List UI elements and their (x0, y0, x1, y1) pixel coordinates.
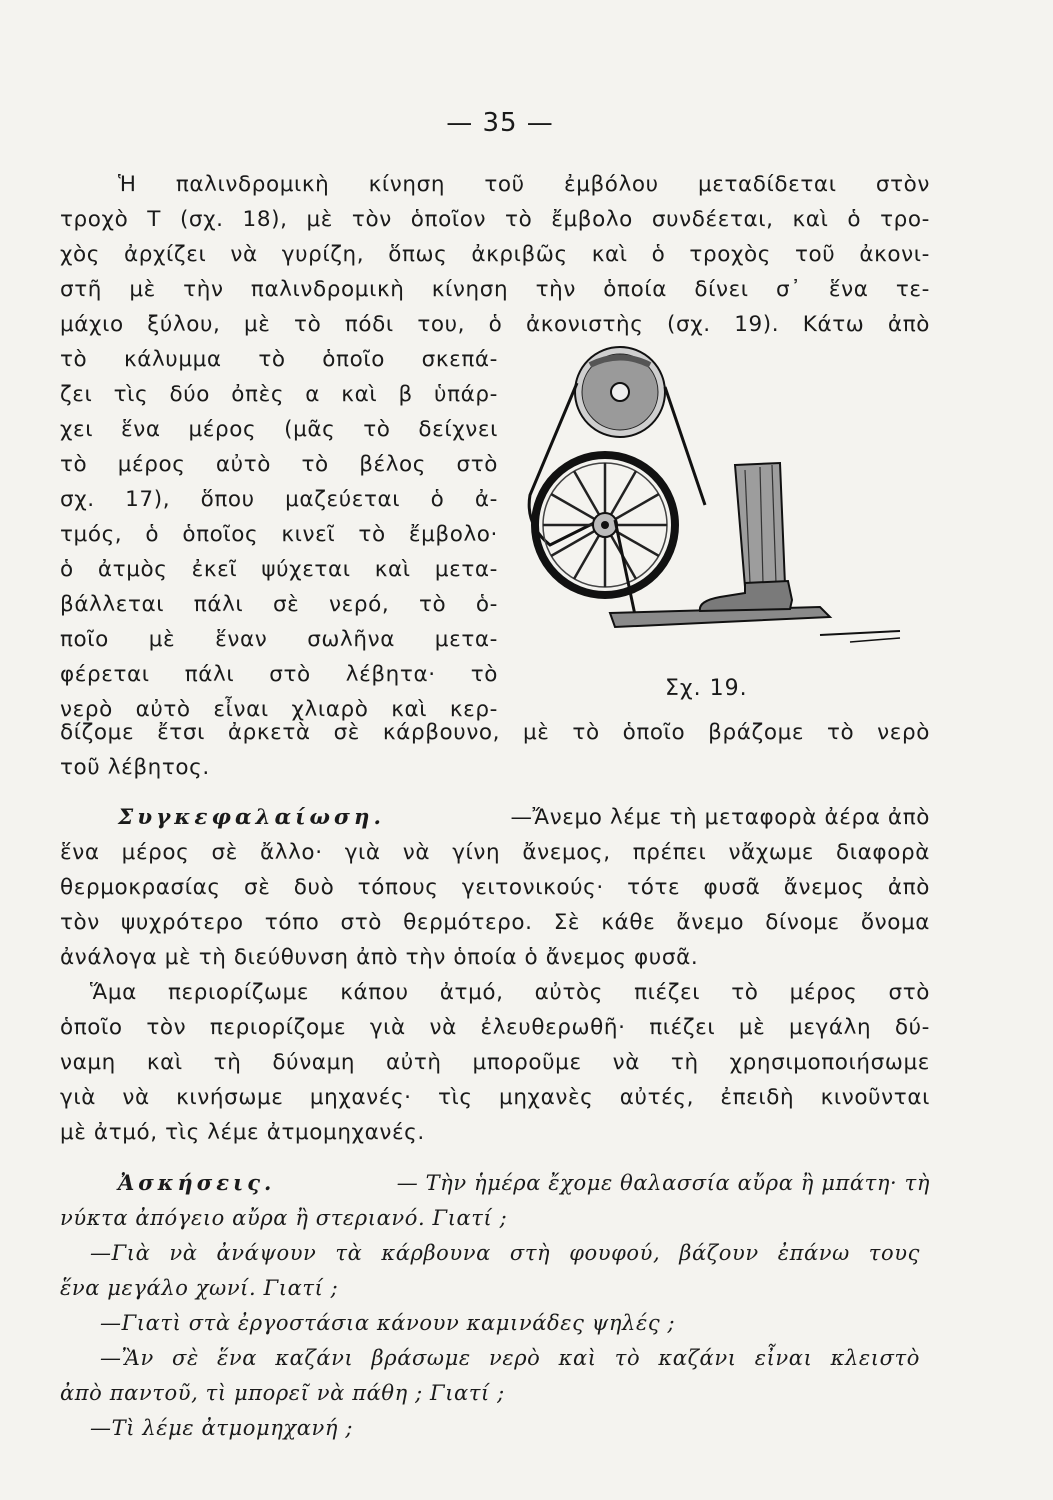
exercise-text: — Τὴν ἡμέρα ἔχομε θαλασσία αὔρα ἢ μπάτη· τὴ (396, 1171, 930, 1195)
text-line: ἕνα μέρος σὲ ἄλλο· γιὰ νὰ γίνη ἄνεμος, πρέπει νἄχωμε διαφορὰ (60, 840, 930, 865)
text-line: γιὰ νὰ κινήσωμε μηχανές· τὶς μηχανὲς αὐτές, ἐπειδὴ κινοῦνται (60, 1085, 930, 1110)
text-line: ἀνάλογα μὲ τὴ διεύθυνση ἀπὸ τὴν ὁποία ὁ ἄνεμος φυσᾶ. (60, 945, 699, 970)
text-line: τροχὸ Τ (σχ. 18), μὲ τὸν ὁποῖον τὸ ἔμβολο συνδέεται, καὶ ὁ τρο- (60, 207, 930, 232)
exercises-heading: Ἀσκήσεις. (118, 1170, 276, 1195)
text-line: —Γιατὶ στὰ ἐργοστάσια κάνουν καμινάδες ψηλές ; (100, 1311, 676, 1335)
text-line: θερμοκρασίας σὲ δυὸ τόπους γειτονικούς· τότε φυσᾶ ἄνεμος ἀπὸ (60, 875, 930, 900)
text-line: φέρεται πάλι στὸ λέβητα· τὸ (60, 662, 498, 687)
text-line: ζει τὶς δύο ὀπὲς α καὶ β ὑπάρ- (60, 382, 498, 407)
text-line: τὸ κάλυμμα τὸ ὁποῖο σκεπά- (60, 347, 498, 372)
text-line: σχ. 17), ὅπου μαζεύεται ὁ ἀ- (60, 487, 498, 512)
text-line: τὸν ψυχρότερο τόπο στὸ θερμότερο. Σὲ κάθε ἄνεμο δίνομε ὄνομα (60, 910, 930, 935)
summary-first-line (118, 803, 930, 833)
text-line: μάχιο ξύλου, μὲ τὸ πόδι του, ὁ ἀκονιστὴς (σχ. 19). Κάτω ἀπὸ (60, 312, 930, 337)
text-line: Ἅμα περιορίζωμε κάπου ἀτμό, αὐτὸς πιέζει τὸ μέρος στὸ (90, 980, 930, 1005)
crank-rod (615, 520, 635, 615)
exercises-first-line (118, 1168, 930, 1198)
text-line: δίζομε ἔτσι ἀρκετὰ σὲ κάρβουνο, μὲ τὸ ὁποῖο βράζομε τὸ νερὸ (60, 720, 930, 745)
wheel (535, 455, 675, 595)
treadle (610, 607, 900, 642)
text-line: ἀπὸ παντοῦ, τὶ μπορεῖ νὰ πάθη ; Γιατί ; (60, 1381, 505, 1405)
text-line: ναμη καὶ τὴ δύναμη αὐτὴ μποροῦμε νὰ τὴ χρησιμοποιήσωμε (60, 1050, 930, 1075)
text-line: στῆ μὲ τὴν παλινδρομικὴ κίνηση τὴν ὁποία δίνει σ᾽ ἕνα τε- (60, 277, 930, 302)
text-line: νύκτα ἀπόγειο αὔρα ἢ στεριανό. Γιατί ; (60, 1206, 508, 1230)
text-line: ἕνα μεγάλο χωνί. Γιατί ; (60, 1276, 339, 1300)
leg-and-shoe (700, 463, 792, 611)
text-line: —Τὶ λέμε ἀτμομηχανή ; (90, 1416, 354, 1440)
summary-text: —Ἄνεμο λέμε τὴ μεταφορὰ ἀέρα ἀπὸ (510, 805, 930, 830)
page-number: — 35 — (446, 108, 554, 138)
pulley (575, 347, 665, 437)
text-line: τοῦ λέβητος. (60, 755, 210, 780)
text-line: —Ἂν σὲ ἕνα καζάνι βράσωμε νερὸ καὶ τὸ καζάνι εἶναι κλειστὸ (100, 1346, 920, 1370)
text-line: Ἡ παλινδρομικὴ κίνηση τοῦ ἐμβόλου μεταδίδεται στὸν (118, 172, 930, 197)
text-line: χὸς ἀρχίζει νὰ γυρίζη, ὅπως ἀκριβῶς καὶ ὁ τροχὸς τοῦ ἀκονι- (60, 242, 930, 267)
summary-heading: Συγκεφαλαίωση. (118, 805, 385, 830)
text-line: νερὸ αὐτὸ εἶναι χλιαρὸ καὶ κερ- (60, 697, 498, 722)
text-line: ὁ ἀτμὸς ἐκεῖ ψύχεται καὶ μετα- (60, 557, 498, 582)
text-line: ὁποῖο τὸν περιορίζομε γιὰ νὰ ἐλευθερωθῆ· πιέζει μὲ μεγάλη δύ- (60, 1015, 930, 1040)
text-line: τμός, ὁ ὁποῖος κινεῖ τὸ ἔμβολο· (60, 522, 498, 547)
text-line: μὲ ἀτμό, τὶς λέμε ἀτμομηχανές. (60, 1120, 425, 1145)
text-line: χει ἕνα μέρος (μᾶς τὸ δείχνει (60, 417, 498, 442)
text-line: βάλλεται πάλι σὲ νερό, τὸ ὁ- (60, 592, 498, 617)
text-line: —Γιὰ νὰ ἀνάψουν τὰ κάρβουνα στὴ φουφού, βάζουν ἐπάνω τους (90, 1241, 920, 1265)
text-line: ποῖο μὲ ἕναν σωλῆνα μετα- (60, 627, 498, 652)
figure-caption: Σχ. 19. (665, 676, 748, 701)
text-line: τὸ μέρος αὐτὸ τὸ βέλος στὸ (60, 452, 498, 477)
figure-sharpener-wheel (520, 345, 940, 675)
